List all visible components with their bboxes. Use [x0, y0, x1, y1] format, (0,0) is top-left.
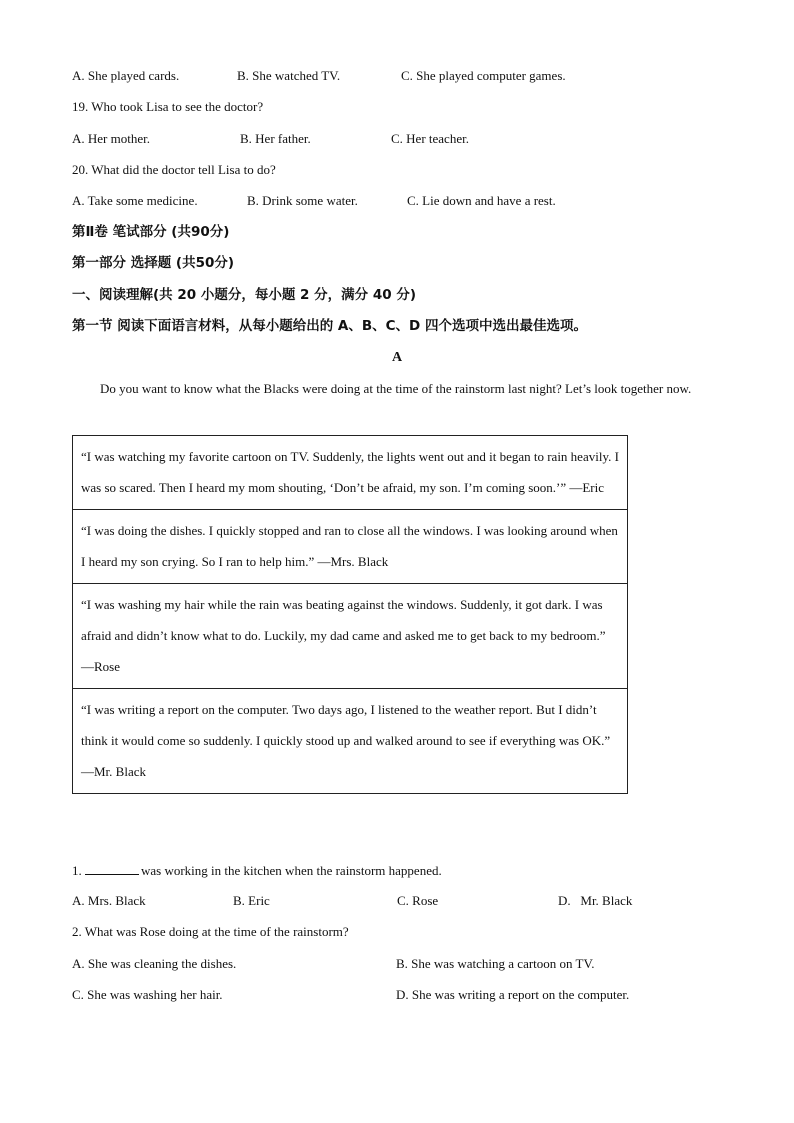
q1-text: was working in the kitchen when the rainstorm happened.	[141, 863, 442, 878]
q1-option-c: C. Rose	[397, 893, 439, 908]
quote-mr-black: “I was writing a report on the computer. Two days ago, I listened to the weather report. But I didn’t think it would come so suddenly. I quickly stood up and walked around to see if everything was OK.” —Mr. Black	[73, 689, 628, 794]
table-row	[73, 689, 628, 794]
q20-option-a: A. Take some medicine.	[72, 193, 198, 208]
part-heading: 第一部分 选择题 (共50分)	[72, 255, 235, 271]
passage-intro: Do you want to know what the Blacks were doing at the time of the rainstorm last night? Let’s look together now.	[100, 381, 692, 396]
q19-option-a: A. Her mother.	[72, 131, 150, 146]
q1-option-b: B. Eric	[233, 893, 270, 908]
q19-option-c: C. Her teacher.	[391, 131, 469, 146]
q18-option-b: B. She watched TV.	[237, 68, 341, 83]
q20-question: 20. What did the doctor tell Lisa to do?	[72, 162, 276, 177]
quote-mrs-black: “I was doing the dishes. I quickly stopped and ran to close all the windows. I was looking around when I heard my son crying. So I ran to help him.” —Mrs. Black	[73, 510, 628, 584]
q20-option-c: C. Lie down and have a rest.	[407, 193, 556, 208]
q2-option-a: A. She was cleaning the dishes.	[72, 956, 237, 971]
q2-option-c: C. She was washing her hair.	[72, 987, 223, 1002]
section-heading: 一、阅读理解(共 20 小题分，每小题 2 分，满分 40 分)	[72, 287, 417, 303]
table-row	[73, 510, 628, 584]
q1-option-d: D. Mr. Black	[558, 893, 633, 908]
table-row	[73, 436, 628, 510]
q1-number: 1.	[72, 863, 82, 878]
table-row	[73, 584, 628, 689]
q2-option-b: B. She was watching a cartoon on TV.	[396, 956, 595, 971]
q19-option-b: B. Her father.	[240, 131, 311, 146]
quotes-table	[72, 435, 628, 794]
answer-blank	[85, 862, 139, 875]
q18-option-c: C. She played computer games.	[401, 68, 566, 83]
passage-label: A	[391, 350, 403, 365]
volume-heading: 第Ⅱ卷 笔试部分 (共90分)	[72, 224, 230, 240]
q20-option-b: B. Drink some water.	[247, 193, 358, 208]
quote-eric: “I was watching my favorite cartoon on TV. Suddenly, the lights went out and it began to rain heavily. I was so scared. Then I heard my mom shouting, ‘Don’t be afraid, my son. I’m coming soon.’” —Eric	[73, 436, 628, 510]
q1-option-a: A. Mrs. Black	[72, 893, 146, 908]
subsection-heading: 第一节 阅读下面语言材料，从每小题给出的 A、B、C、D 四个选项中选出最佳选项。	[72, 318, 587, 334]
q1-question	[72, 862, 442, 879]
q2-question: 2. What was Rose doing at the time of the rainstorm?	[72, 924, 349, 939]
q2-option-d: D. She was writing a report on the computer.	[396, 987, 630, 1002]
q19-question: 19. Who took Lisa to see the doctor?	[72, 99, 264, 114]
q18-option-a: A. She played cards.	[72, 68, 180, 83]
quote-rose: “I was washing my hair while the rain was beating against the windows. Suddenly, it got dark. I was afraid and didn’t know what to do. Luckily, my dad came and asked me to get back to my bedroom.” —Rose	[73, 584, 628, 689]
